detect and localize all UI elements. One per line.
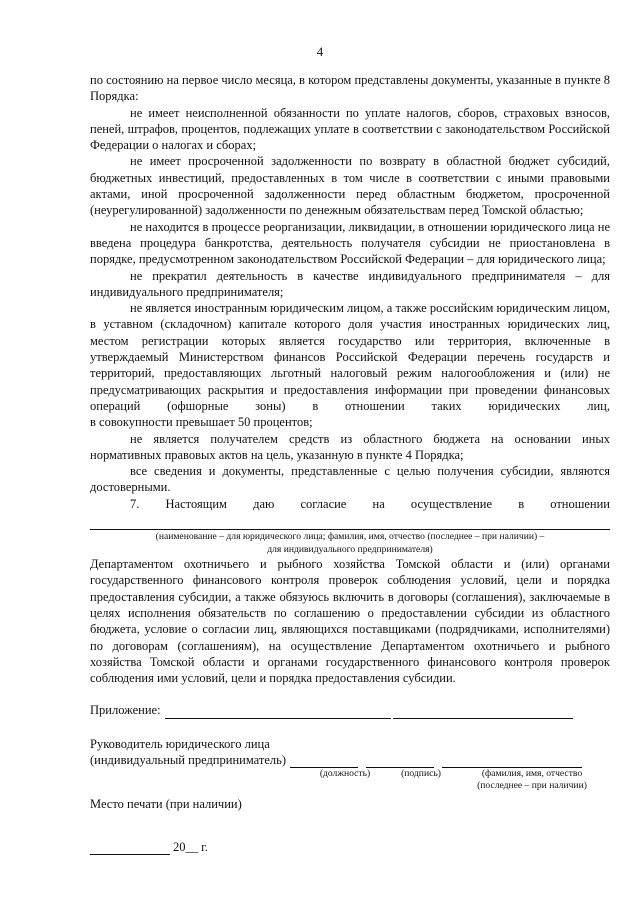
consent-text: Департаментом охотничьего и рыбного хозяйства Томской области и (или) органами государственного финансового контроля проверок соблюдения условий, цели и порядка предоставления субсидии, а также обязуюсь включить в договоры (соглашения), заключаемые в целях исполнения обязательств по соглашению о предоставлении субсидии из областного бюджета, условие о согласии лиц, являющихся поставщиками (подрядчиками, исполнителями) по договорам (соглашениям), на осуществление Департаментом охотничьего и рыбного хозяйства Томской области и органами государственного финансового контроля проверок соблюдения ими условий, цели и порядка предоставления субсидии. [90, 557, 610, 686]
position-line[interactable] [290, 753, 358, 768]
signature-captions [90, 768, 610, 792]
appendix-line-2[interactable] [393, 704, 573, 719]
condition-reorganization: не находится в процессе реорганизации, ликвидации, в отношении юридического лица не введена процедура банкротства, деятельность получателя субсидии не приостановлена в порядке, предусмотренном законодательством Российской Федерации – для юридического лица; [90, 219, 610, 267]
condition-taxes-cont: пеней, штрафов, процентов, подлежащих уплате в соответствии с законодательством Российской Федерации о налогах и сборах; [90, 121, 610, 153]
caption-name-1: (фамилия, имя, отчество [481, 768, 583, 780]
condition-entrepreneur: не прекратил деятельность в качестве индивидуального предпринимателя – для индивидуального предпринимателя; [90, 268, 610, 299]
caption-name [464, 768, 600, 792]
signature-line[interactable] [366, 753, 434, 768]
appendix-line-1[interactable] [165, 704, 391, 719]
page-number: 4 [316, 44, 324, 59]
name-line[interactable] [442, 753, 582, 768]
condition-taxes: не имеет неисполненной обязанности по уплате налогов, сборов, страховых взносов, [130, 105, 610, 120]
consent-note-2: для индивидуального предпринимателя) [267, 544, 433, 556]
signature-row [90, 752, 610, 768]
caption-signature: (подпись) [401, 768, 441, 780]
signature-block [90, 736, 610, 793]
consent-intro: 7. Настоящим даю согласие на осуществление в отношении [130, 496, 610, 511]
signatory-line-1: Руководитель юридического лица [90, 736, 270, 751]
consent-note-1: (наименование – для юридического лица; фамилия, имя, отчество (последнее – при наличии) – [155, 531, 545, 543]
consent-name-line[interactable] [90, 512, 610, 530]
date-year: 20__ г. [173, 839, 208, 854]
appendix-row [90, 702, 610, 718]
condition-foreign-cont: в совокупности превышает 50 процентов; [90, 415, 313, 430]
condition-debt: не имеет просроченной задолженности по возврату в областной бюджет субсидий, бюджетных инвестиций, предоставленных в том числе в соответствии с иными правовыми актами, иной просроченной задолженности перед областным бюджетом, просроченной (неурегулированной) задолженности по денежным обязательствам перед Томской областью; [90, 154, 610, 218]
document-body [90, 72, 610, 855]
stamp-label: Место печати (при наличии) [90, 797, 242, 812]
date-line[interactable] [90, 840, 170, 855]
intro-paragraph: по состоянию на первое число месяца, в котором представлены документы, указанные в пункте 8 Порядка: [90, 73, 611, 104]
condition-other-budget: не является получателем средств из областного бюджета на основании иных нормативных правовых актов на цель, указанную в пункте 4 Порядка; [90, 431, 610, 462]
condition-foreign: не является иностранным юридическим лицом, а также российским юридическим лицом, в уставном (складочном) капитале которого доля участия иностранных юридических лиц, местом регистрации которых является государство или территория, включенные в утверждаемый Министерством финансов Российской Федерации перечень государств и территорий, предоставляющих льготный налоговый режим налогообложения и (или) не предусматривающих раскрытия и предоставления информации при проведении финансовых операций (офшорные зоны) в отношении таких юридических лиц, [90, 301, 610, 413]
date-row [90, 839, 610, 855]
appendix-label: Приложение: [90, 703, 161, 718]
condition-documents: все сведения и документы, представленные с целью получения субсидии, являются достоверными. [90, 464, 610, 495]
signatory-line-2: (индивидуальный предприниматель) [90, 752, 286, 767]
caption-position: (должность) [319, 768, 371, 780]
caption-name-2: (последнее – при наличии) [477, 780, 587, 792]
